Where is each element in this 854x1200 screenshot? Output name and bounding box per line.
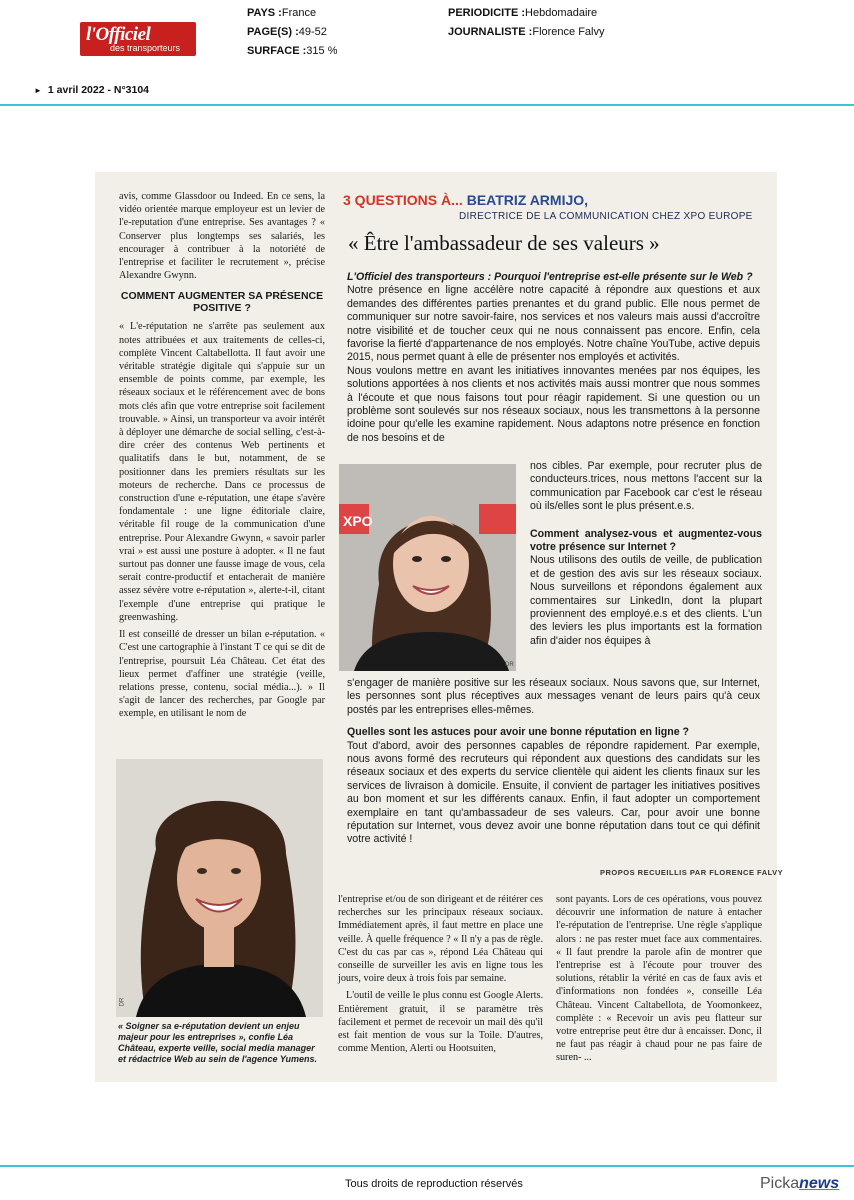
meta-right [448, 4, 604, 42]
lea-chateau-photo [116, 759, 323, 1017]
answer-1-part-1: Notre présence en ligne accélère notre capacité à répondre aux questions et aux demandes des différentes parties prenantes et du grand public. Elle nous permet de communiquer sur notre savoir-faire, nos services et nos valeurs mais aussi d'accroître notre visibilité et de toucher ceux qui ne nous connaissent pas encore. Enfin, cela favorise la fierté d'appartenance de nos employés. Notre chaîne YouTube, active depuis 2015, nous permet quant à elle de présenter nos employés et activités. [347, 284, 760, 364]
answer-1-part-2: Nous voulons mettre en avant les initiatives innovantes menées par nos équipes, les solutions apportées à nos clients et nos activités mais aussi montrer que nous sommes à l'écoute et que nous faisons tout pour réagir rapidement. Si une question ou un problème sont soulevés sur nos réseaux sociaux, nous les transmettons à la personne idoine pour qu'elle les examine rapidement. Nous adaptons notre présence en fonction de nos besoins et de [347, 364, 760, 444]
meta-left [247, 4, 337, 61]
question-3: Quelles sont les astuces pour avoir une bonne réputation en ligne ? [347, 726, 690, 739]
copyright-notice: Tous droits de reproduction réservés [345, 1178, 523, 1190]
surface-label: SURFACE : [247, 45, 307, 57]
question-2: Comment analysez-vous et augmentez-vous votre présence sur Internet ? [530, 527, 762, 554]
periodicite-value: Hebdomadaire [525, 7, 598, 19]
pages-value: 49-52 [298, 26, 327, 38]
answer-2-part-2: s'engager de manière positive sur les réseaux sociaux. Nous savons que, sur Internet, les personnes sont plus réceptives aux messages venant de leurs pairs qu'à ceux postés par les entreprises elles-mêmes. [347, 677, 760, 716]
pages-label: PAGE(S) : [247, 26, 299, 38]
interview-title: « Être l'ambassadeur de ses valeurs » [348, 231, 660, 255]
left-column [119, 190, 325, 725]
bottom-col1-paragraph-2: L'outil de veille le plus connu est Google Alerts. Entièrement gratuit, il se paramètre très facilement et permet de recevoir un mail dès qu'il est fait mention de vous sur la Toile. D'autres, comme Mention, Alerti ou Hootsuiten, [338, 990, 543, 1055]
bottom-col1-paragraph-1: l'entreprise et/ou de son dirigeant et de réitérer ces recherches sur les principaux réseaux sociaux. Immédiatement après, il faut mettre en place une veille. À quelle fréquence ? « Il n'y a pas de règle. C'est du cas par cas », répond Léa Château qui conseille de surveiller les avis en ligne tous les jours, voire deux à trois fois par semaine. [338, 894, 543, 985]
periodicite-label: PERIODICITE : [448, 7, 526, 19]
portrait-woman-curly-hair [116, 759, 323, 1017]
bottom-col2-paragraph: sont payants. Lors de ces opérations, vous pouvez découvrir une information de nature à entacher l'e-réputation de l'entreprise. Une règle s'applique alors : ne pas rester muet face aux commentaires. « Il faut prendre la parole afin de montrer que l'entreprise est à l'écoute pour trouver des solutions, rétablir la vérité en cas de faux avis et d'informations non fondées », conseille Léa Château. Vincent Caltabellota, de Yoomonkeez, complète : « Recevoir un avis peu flatteur sur votre entreprise peut être dur à encaisser. Donc, il ne faut pas réagir à chaud pour ne pas faire de suren- ... [556, 894, 762, 1064]
question-1: L'Officiel des transporteurs : Pourquoi l'entreprise est-elle présente sur le Web ? [347, 271, 753, 283]
brand-b: news [799, 1175, 840, 1192]
pickanews-logo [760, 1175, 839, 1193]
logo-title: l'Officiel [86, 24, 151, 45]
bottom-divider [0, 1165, 854, 1167]
journaliste-value: Florence Falvy [532, 26, 605, 38]
photo-credit-2: DR [505, 662, 514, 668]
photo-credit-1: DR [119, 997, 126, 1007]
answer-3: Tout d'abord, avoir des personnes capables de répondre rapidement. Par exemple, nous avons formé des recruteurs qui répondent aux questions des candidats sur les réseaux sociaux et des experts du service clientèle qui aident les clients finaux sur les services de livraison à domicile. Ensuite, il convient de partager les initiatives positives au bon moment et sur les différents canaux. Enfin, il faut adopter un comportement exemplaire en tant qu'ambassadeur de ses valeurs. Car, pour avoir une bonne réputation sur Internet, vous devez avoir une bonne réputation dans tout ce qui définit votre activité ! [347, 739, 760, 846]
left-paragraph-2: « L'e-réputation ne s'arrête pas seulement aux notes attribuées et aux traitements de celles-ci, complète Vincent Caltabellotta. Il faut avoir une véritable stratégie digitale qui s'appuie sur un ensemble de points comme, par exemple, les réseaux sociaux et le référencement avec de bons mots clés afin que votre entreprise soit facilement trouvable. » Ainsi, un transporteur va avoir intérêt à déployer une démarche de social selling, c'est-à-dire créer des contenus Web pertinents et qualitatifs dans le but, notamment, de se positionner dans les premiers résultats sur les moteurs de recherche. Dans ce processus de construction d'une e-réputation, une étape s'avère fondamentale : une ligne éditoriale claire, véritable fil rouge de la communication d'une entreprise. Pour Alexandre Gwynn, « savoir parler vrai » est aussi une posture à adopter. « Il ne faut surtout pas donner une fausse image de vous, cela serait contre-productif et entacherait de manière assez sévère votre e-réputation », alerte-t-il, citant l'exemple d'une entreprise qui pratique le greenwashing. [119, 321, 325, 623]
portrait-woman-brown-hair [339, 464, 516, 671]
answer-2-part-1: Nous utilisons des outils de veille, de publication et de gestion des avis sur les réseaux sociaux. Nous surveillons et répondons également aux commentaires sur LinkedIn, dont la plupart proviennent des employé.e.s et des clients. L'un des leviers les plus importants est la formation afin d'aider nos équipes à [530, 554, 762, 647]
interview-wrap-block [530, 460, 762, 648]
left-paragraph-3: Il est conseillé de dresser un bilan e-réputation. « C'est une cartographie à l'instant T ce qui se dit de l'entreprise, poursuit Léa Château. Cet état des lieux permet d'affiner une stratégie (veille, relations presse, contenu, social média...). » Il s'agit de lancer des recherches, par Google par exemple, en utilisant le nom de [119, 629, 325, 720]
interviewee-name: BEATRIZ ARMIJO, [466, 192, 589, 208]
pays-value: France [281, 7, 317, 19]
bottom-column-1 [338, 893, 543, 1059]
brand-a: Picka [760, 1175, 800, 1192]
interview-block-1 [347, 271, 760, 445]
pays-label: PAYS : [247, 7, 282, 19]
interview-block-3 [347, 677, 760, 847]
left-paragraph-1: avis, comme Glassdoor ou Indeed. En ce sens, la vidéo orientée marque employeur est un levier de l'e-reputation d'une entreprise. Ses avantages ? « Conserver plus longtemps ses salariés, les encourager à contribuer à la notoriété de l'entreprise et faciliter le recrutement », précise Alexandre Gwynn. [119, 191, 325, 282]
bottom-column-2 [556, 893, 762, 1069]
kicker-text: 3 QUESTIONS À... [343, 192, 463, 208]
issue-date: 1 avril 2022 - N°3104 [47, 84, 150, 96]
left-subhead: COMMENT AUGMENTER SA PRÉSENCE POSITIVE ? [120, 290, 324, 315]
top-divider [0, 104, 854, 106]
triangle-icon: ► [34, 86, 42, 95]
surface-value: 315 % [306, 45, 338, 57]
interview-credit: PROPOS RECUEILLIS PAR FLORENCE FALVY [600, 868, 784, 877]
answer-1-part-3: nos cibles. Par exemple, pour recruter plus de conducteurs.trices, nous mettons l'accent sur la communication par Facebook car c'est le réseau où ils/elles sont le plus présent.e.s. [530, 460, 762, 513]
logo-subtitle: des transporteurs [110, 43, 181, 53]
beatriz-armijo-photo [339, 464, 516, 671]
interview-kicker [343, 192, 588, 208]
journaliste-label: JOURNALISTE : [448, 26, 533, 38]
publication-logo [80, 22, 196, 56]
issue-line [34, 84, 149, 96]
interviewee-role: DIRECTRICE DE LA COMMUNICATION CHEZ XPO EUROPE [459, 211, 753, 222]
photo-caption: « Soigner sa e-réputation devient un enjeu majeur pour les entreprises », confie Léa Château, experte veille, social media manager et rédactrice Web au sein de l'agence Yumens. [118, 1021, 318, 1064]
xpo-backdrop-text: XPO [343, 513, 373, 529]
